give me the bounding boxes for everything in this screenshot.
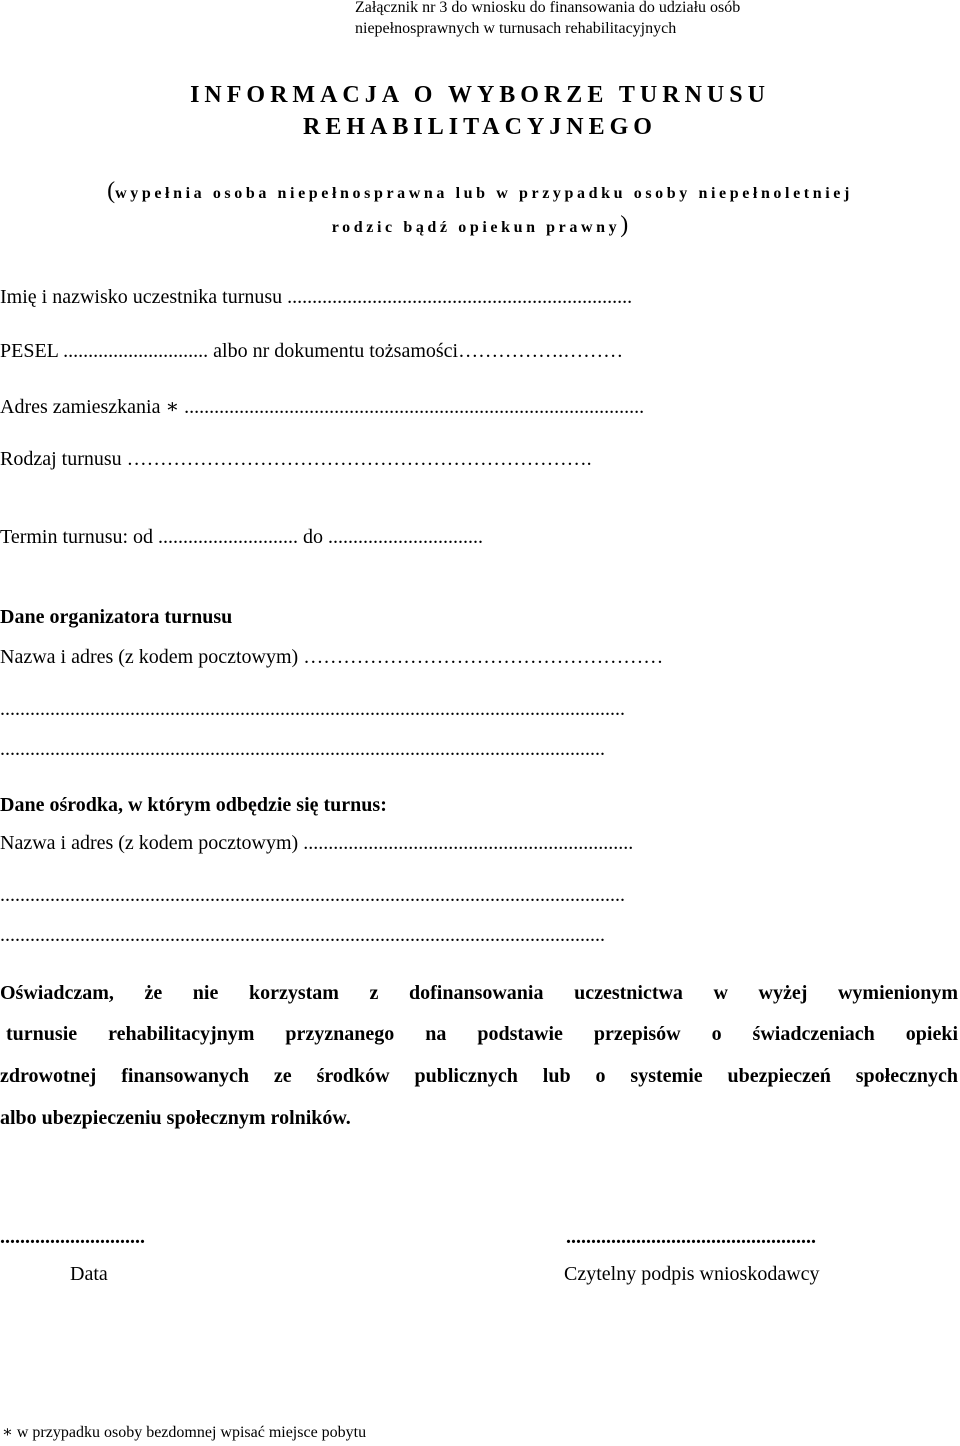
subtitle-text-line1: wypełnia osoba niepełnosprawna lub w przypadku osoby niepełnoletniej	[115, 185, 853, 202]
declaration-line2: turnusie rehabilitacyjnym przyznanego na podstawie przepisów o świadczeniach opieki	[6, 1023, 958, 1045]
signature-label: Czytelny podpis wnioskodawcy	[564, 1263, 820, 1285]
turnus-type-field: Rodzaj turnusu …………………………………………………………….	[0, 448, 592, 470]
signature-dots: ..................................................	[566, 1226, 816, 1248]
center-line3: .........................................................................................................................	[0, 924, 605, 946]
document-title-line2: REHABILITACYJNEGO	[303, 114, 657, 140]
attachment-header-line2: niepełnosprawnych w turnusach rehabilitacyjnych	[355, 20, 677, 37]
organizer-name-address: Nazwa i adres (z kodem pocztowym) ………………………………………………	[0, 646, 664, 668]
footnote: ∗ w przypadku osoby bezdomnej wpisać miejsce pobytu	[2, 1424, 367, 1441]
organizer-line2: .............................................................................................................................	[0, 698, 625, 720]
date-dots: .............................	[0, 1226, 145, 1248]
declaration-line3: zdrowotnej finansowanych ze środków publicznych lub o systemie ubezpieczeń społecznych	[0, 1065, 958, 1087]
center-line2: .............................................................................................................................	[0, 884, 625, 906]
participant-name-field: Imię i nazwisko uczestnika turnusu .....................................................................	[0, 286, 633, 308]
date-label: Data	[70, 1263, 108, 1285]
attachment-header-line1: Załącznik nr 3 do wniosku do finansowania do udziału osób	[355, 0, 741, 16]
subtitle-open-paren: (	[107, 178, 116, 204]
pesel-field: PESEL ............................. albo nr dokumentu tożsamości…………….………	[0, 340, 624, 362]
subtitle-line2	[0, 212, 960, 239]
subtitle-text-line2: rodzic bądź opiekun prawny	[331, 219, 621, 236]
document-title-line1: INFORMACJA O WYBORZE TURNUSU	[190, 82, 770, 108]
address-field: Adres zamieszkania ∗ ............................................................................................	[0, 396, 645, 418]
declaration-line4: albo ubezpieczeniu społecznym rolników.	[0, 1107, 351, 1129]
subtitle-close-paren: )	[620, 212, 629, 238]
subtitle-line1	[0, 178, 960, 205]
center-heading: Dane ośrodka, w którym odbędzie się turnus:	[0, 794, 387, 816]
center-name-address: Nazwa i adres (z kodem pocztowym) ..................................................................	[0, 832, 634, 854]
organizer-line3: .........................................................................................................................	[0, 738, 605, 760]
turnus-term-field: Termin turnusu: od ............................ do ...............................	[0, 526, 484, 548]
organizer-heading: Dane organizatora turnusu	[0, 606, 233, 628]
declaration-line1: Oświadczam, że nie korzystam z dofinansowania uczestnictwa w wyżej wymienionym	[0, 982, 958, 1004]
